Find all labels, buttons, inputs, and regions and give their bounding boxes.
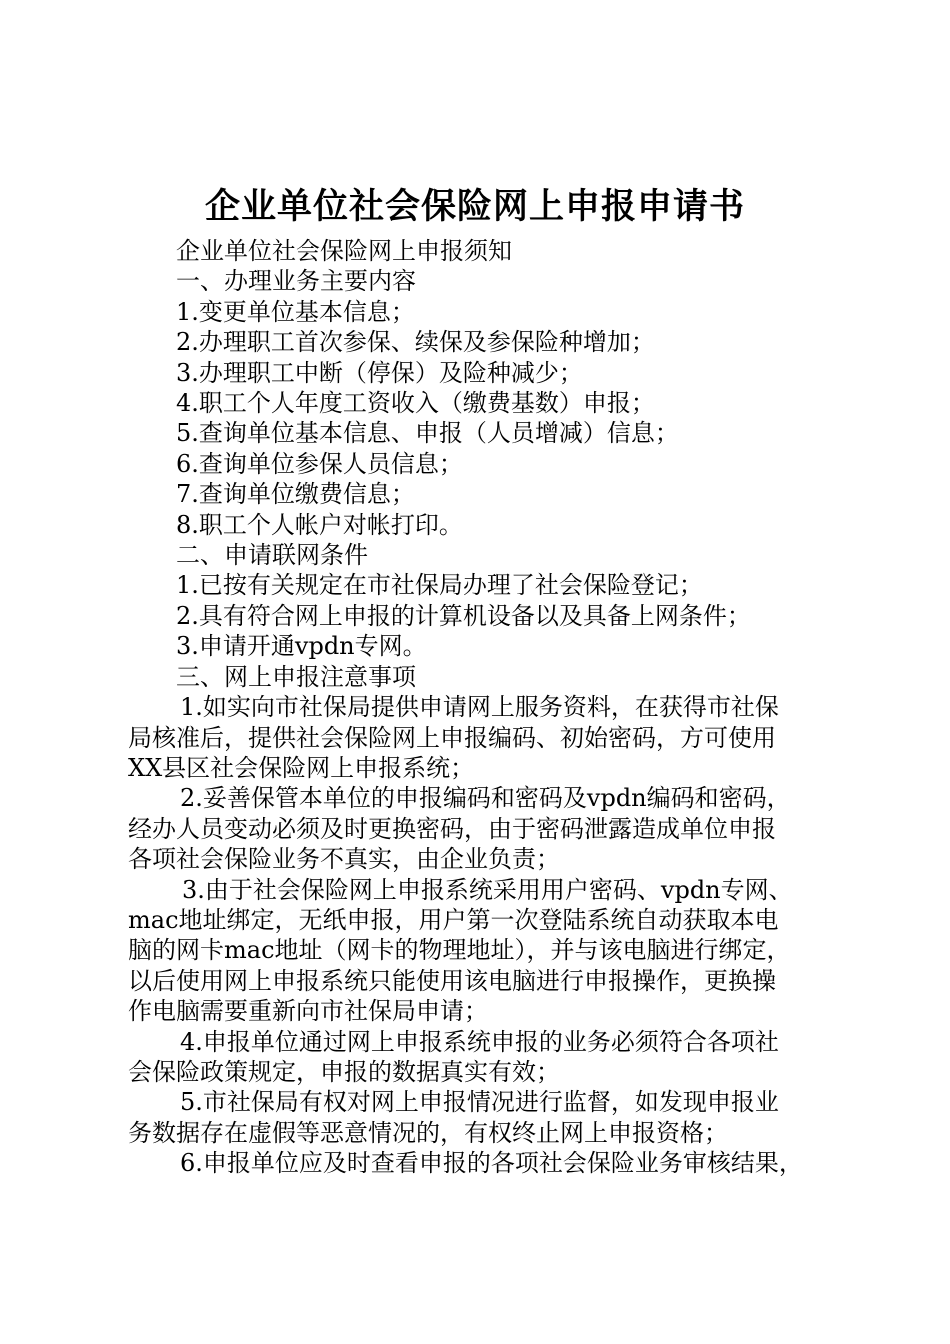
list-item: 3.申请开通vpdn专网。 xyxy=(176,632,427,661)
paragraph-line: 局核准后，提供社会保险网上申报编码、初始密码，方可使用 xyxy=(128,723,776,752)
paragraph-line: 6.申报单位应及时查看申报的各项社会保险业务审核结果， xyxy=(180,1149,803,1178)
list-item: 1.变更单位基本信息； xyxy=(176,297,415,326)
paragraph-line: 2.妥善保管本单位的申报编码和密码及vpdn编码和密码， xyxy=(180,784,791,813)
paragraph-line: 经办人员变动必须及时更换密码，由于密码泄露造成单位申报 xyxy=(128,814,776,843)
paragraph-line: 以后使用网上申报系统只能使用该电脑进行申报操作，更换操 xyxy=(128,966,776,995)
paragraph-line: XX县区社会保险网上申报系统； xyxy=(128,753,475,782)
paragraph-line: 4.申报单位通过网上申报系统申报的业务必须符合各项社 xyxy=(180,1027,779,1056)
list-item: 4.职工个人年度工资收入（缴费基数）申报； xyxy=(176,389,655,418)
paragraph-line: mac地址绑定，无纸申报，用户第一次登陆系统自动获取本电 xyxy=(128,905,779,934)
paragraph-line: 作电脑需要重新向市社保局申请； xyxy=(128,997,488,1026)
paragraph-line: 各项社会保险业务不真实，由企业负责； xyxy=(128,845,560,874)
section-heading-3: 三、网上申报注意事项 xyxy=(176,662,416,691)
section-heading-1: 一、办理业务主要内容 xyxy=(176,267,416,296)
paragraph-line: 3.由于社会保险网上申报系统采用用户密码、vpdn专网、 xyxy=(182,875,793,904)
list-item: 8.职工个人帐户对帐打印。 xyxy=(176,510,463,539)
list-item: 6.查询单位参保人员信息； xyxy=(176,449,463,478)
list-item: 3.办理职工中断（停保）及险种减少； xyxy=(176,358,583,387)
list-item: 5.查询单位基本信息、申报（人员增减）信息； xyxy=(176,419,679,448)
paragraph-line: 会保险政策规定，申报的数据真实有效； xyxy=(128,1057,560,1086)
list-item: 1.已按有关规定在市社保局办理了社会保险登记； xyxy=(176,571,703,600)
paragraph-line: 务数据存在虚假等恶意情况的，有权终止网上申报资格； xyxy=(128,1118,728,1147)
document-body xyxy=(128,236,838,1179)
list-item: 2.具有符合网上申报的计算机设备以及具备上网条件； xyxy=(176,601,751,630)
section-heading-2: 二、申请联网条件 xyxy=(176,541,368,570)
paragraph-line: 脑的网卡mac地址（网卡的物理地址），并与该电脑进行绑定， xyxy=(128,936,791,965)
list-item: 7.查询单位缴费信息； xyxy=(176,480,415,509)
document-title: 企业单位社会保险网上申报申请书 xyxy=(204,187,745,227)
notice-title: 企业单位社会保险网上申报须知 xyxy=(176,237,512,265)
paragraph-line: 1.如实向市社保局提供申请网上服务资料，在获得市社保 xyxy=(180,693,779,722)
paragraph-line: 5.市社保局有权对网上申报情况进行监督，如发现申报业 xyxy=(180,1088,779,1117)
list-item: 2.办理职工首次参保、续保及参保险种增加； xyxy=(176,328,655,357)
